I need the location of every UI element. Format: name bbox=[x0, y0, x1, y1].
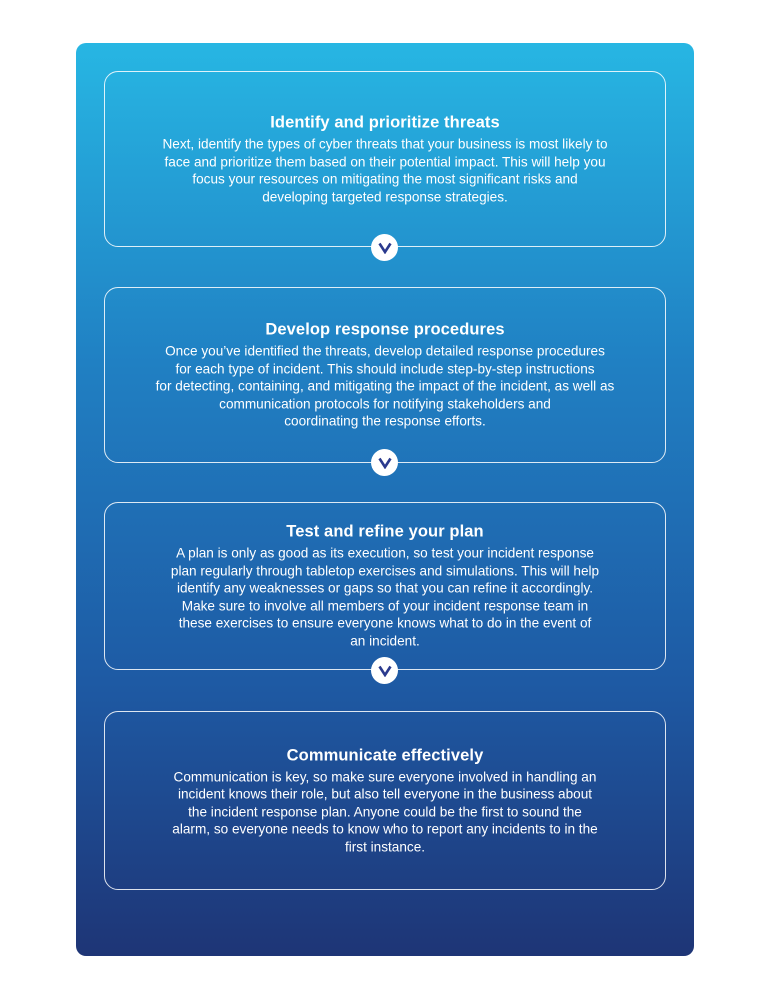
chevron-down-icon bbox=[371, 657, 398, 684]
step-title: Identify and prioritize threats bbox=[270, 113, 500, 132]
step-card-develop bbox=[104, 287, 666, 463]
step-card-communicate bbox=[104, 711, 666, 890]
step-description: Once you’ve identified the threats, develop detailed response procedures for each type of incident. This should include step-by-step instructions for detecting, containing, and mitigating the impact of the incident, as well as communication protocols for notifying stakeholders and coordinating the response efforts. bbox=[155, 343, 615, 429]
chevron-down-icon bbox=[371, 449, 398, 476]
step-card-identify bbox=[104, 71, 666, 247]
step-description: Communication is key, so make sure everyone involved in handling an incident knows their role, but also tell everyone in the business about the incident response plan. Anyone could be the first to sound the alarm, so everyone needs to know who to report any incidents to in the first instance. bbox=[172, 769, 598, 855]
step-title: Develop response procedures bbox=[265, 320, 505, 339]
step-description: Next, identify the types of cyber threats that your business is most likely to face and prioritize them based on their potential impact. This will help you focus your resources on mitigating the most significant risks and developing targeted response strategies. bbox=[162, 136, 608, 205]
step-card-test bbox=[104, 502, 666, 670]
step-title: Communicate effectively bbox=[286, 746, 484, 765]
steps-panel bbox=[76, 43, 694, 956]
chevron-down-icon bbox=[371, 234, 398, 261]
step-description: A plan is only as good as its execution, so test your incident response plan regularly through tabletop exercises and simulations. This will help identify any weaknesses or gaps so that you can refine it accordingly. Make sure to involve all members of your incident response team in these exercises to ensure everyone knows what to do in the event of an incident. bbox=[170, 545, 600, 649]
step-title: Test and refine your plan bbox=[286, 522, 484, 541]
